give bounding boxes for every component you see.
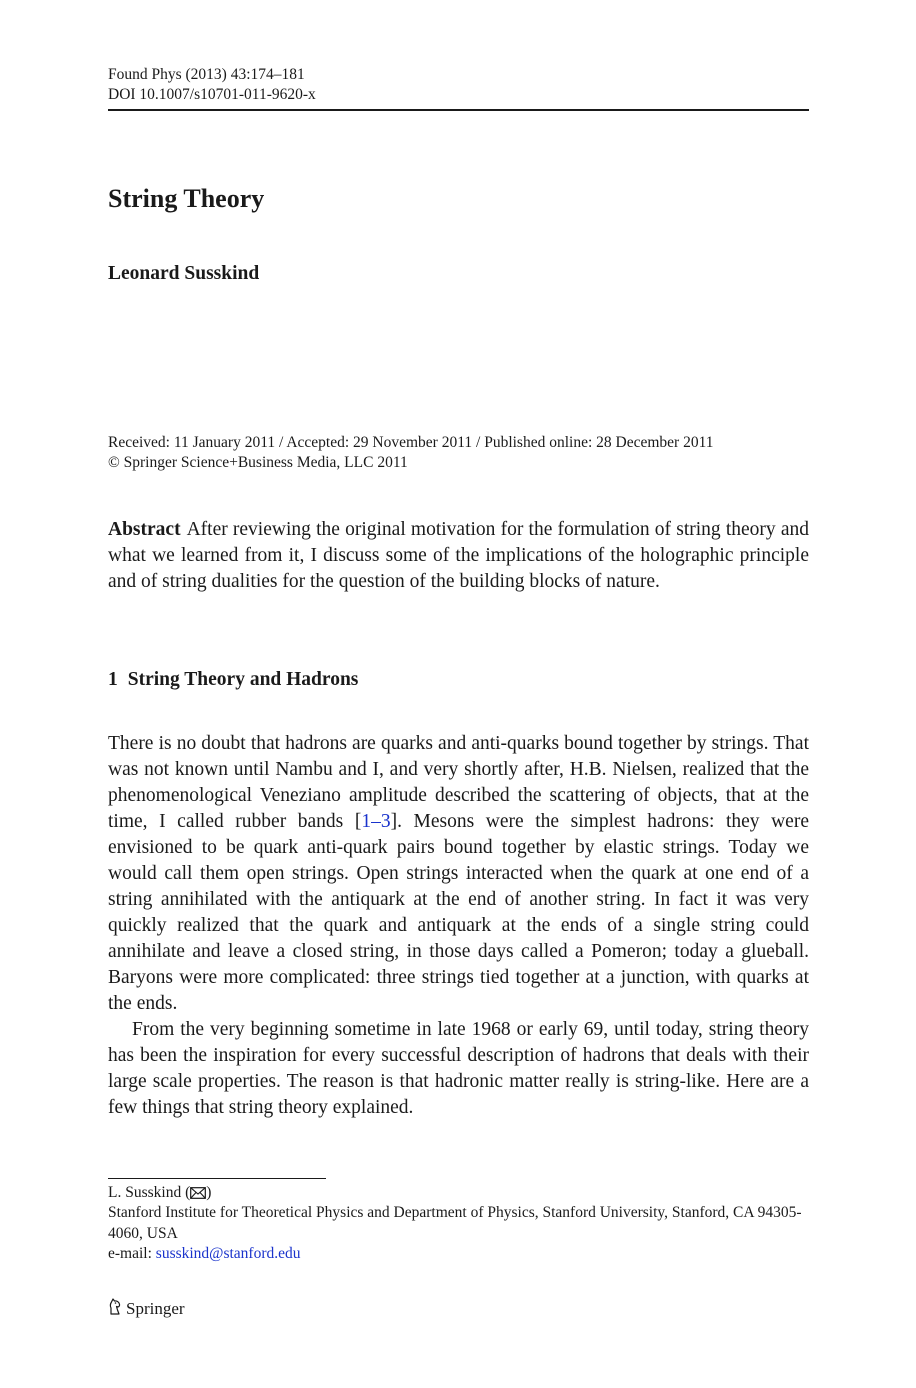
citation-link-3[interactable]: 3 bbox=[380, 811, 391, 832]
citation-link-1[interactable]: 1 bbox=[361, 811, 372, 832]
section-title: String Theory and Hadrons bbox=[127, 669, 359, 690]
email-link[interactable]: susskind@stanford.edu bbox=[155, 1245, 301, 1262]
author-name: Leonard Susskind bbox=[108, 263, 260, 284]
paper-title: String Theory bbox=[108, 184, 265, 213]
section-heading bbox=[108, 669, 358, 691]
journal-citation: Found Phys (2013) 43:174–181 bbox=[108, 66, 305, 83]
publisher-mark bbox=[108, 1297, 185, 1320]
footnote-affiliation: Stanford Institute for Theoretical Physics and Department of Physics, Stanford University, Stanford, CA 94305-4060, USA bbox=[108, 1204, 802, 1242]
publisher-name: Springer bbox=[126, 1298, 185, 1318]
footnote-rule bbox=[108, 1178, 326, 1179]
footnote-email-line bbox=[108, 1244, 301, 1265]
paragraph-1-text-b: ]. Mesons were the simplest hadrons: they were envisioned to be quark anti-quark pairs bound together by elastic strings. Today we would call them open strings. Open strings interacted when the quark at one end of a string annihilated with the antiquark at the end of another string. In fact it was very quickly realized that the quark and antiquark at the ends of a single string could annihilate and leave a closed string, in those days called a Pomeron; today a glueball. Baryons were more complicated: three strings tied together at a junction, with quarks at the ends. bbox=[108, 811, 809, 1014]
abstract-text: After reviewing the original motivation for the formulation of string theory and what we learned from it, I discuss some of the implications of the holographic principle and of string dualities for the question of the building blocks of nature. bbox=[108, 519, 809, 592]
section-number: 1 bbox=[108, 669, 118, 690]
abstract bbox=[108, 517, 809, 595]
abstract-label: Abstract bbox=[108, 519, 181, 540]
doi-line: DOI 10.1007/s10701-011-9620-x bbox=[108, 86, 316, 103]
copyright-line: © Springer Science+Business Media, LLC 2011 bbox=[108, 454, 408, 471]
footnote-author-name: L. Susskind ( bbox=[108, 1184, 191, 1201]
publication-dates: Received: 11 January 2011 / Accepted: 29 November 2011 / Published online: 28 December 2011 bbox=[108, 434, 714, 451]
body-paragraph-2: From the very beginning sometime in late 1968 or early 69, until today, string theory has been the inspiration for every successful description of hadrons that deals with their large scale properties. The reason is that hadronic matter really is string-like. Here are a few things that string theory explained. bbox=[108, 1019, 809, 1118]
body-paragraph-1 bbox=[108, 731, 809, 1017]
email-label: e-mail: bbox=[108, 1245, 156, 1262]
springer-knight-icon bbox=[108, 1297, 126, 1320]
header-rule bbox=[108, 109, 809, 111]
footnote-author-close: ) bbox=[206, 1184, 212, 1201]
citation-dash: – bbox=[371, 811, 381, 832]
paragraph-1-text-a: There is no doubt that hadrons are quarks and anti-quarks bound together by strings. That was not known until Nambu and I, and very shortly after, H.B. Nielsen, realized that the phenomenological Veneziano amplitude described the scattering of objects, that at the time, I called rubber bands [ bbox=[108, 733, 809, 832]
